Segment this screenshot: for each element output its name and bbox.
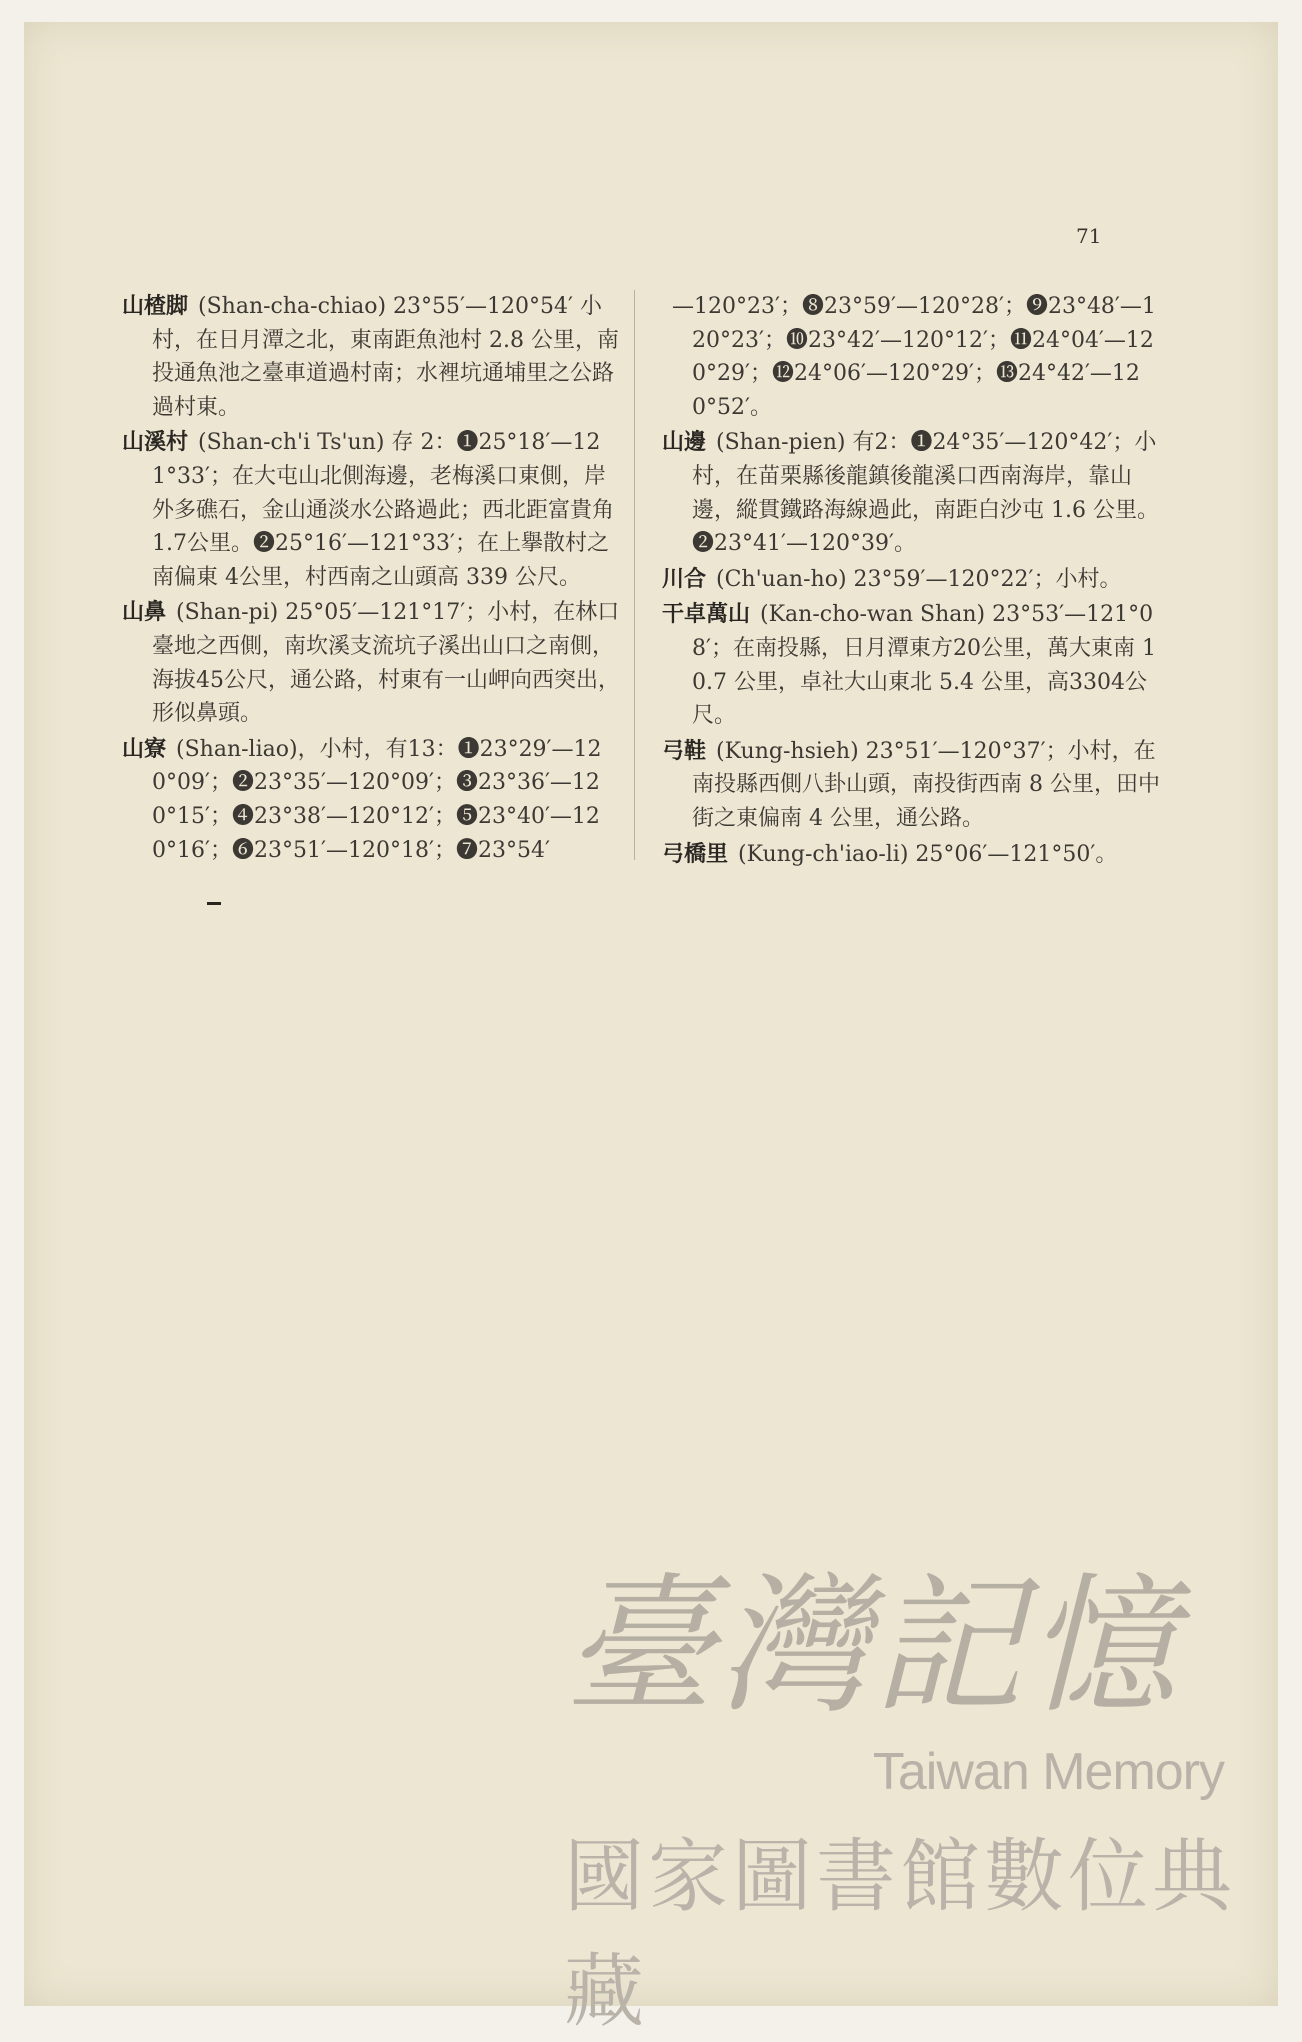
left-column <box>122 290 622 869</box>
entry <box>662 598 1162 732</box>
entry <box>662 563 1162 597</box>
entry-headword: 山寮 <box>122 735 167 762</box>
entry-text: (Ch'uan-ho) 23°59′—120°22′；小村。 <box>716 566 1122 592</box>
entry <box>122 426 622 594</box>
watermark-english: Taiwan Memory <box>872 1743 1224 1801</box>
entry-text: (Shan-ch'i Ts'un) 存 2：❶25°18′—121°33′；在大屯山北側海邊，老梅溪口東側，岸外多礁石，金山通淡水公路過此；西北距富貴角 1.7公里。❷25°16′—121°33′；在上擧散村之南偏東 4公里，村西南之山頭高 339 公尺。 <box>152 430 615 590</box>
entry-headword: 弓橋里 <box>662 840 729 867</box>
entry-headword: 弓鞋 <box>662 737 707 764</box>
entry-text: (Kan-cho-wan Shan) 23°53′—121°08′；在南投縣，日月潭東方20公里，萬大東南 10.7 公里，卓社大山東北 5.4 公里，高3304公尺。 <box>692 602 1156 729</box>
watermark <box>564 1552 1254 2038</box>
entry-text: (Shan-liao)，小村，有13：❶23°29′—120°09′；❷23°35′—120°09′；❸23°36′—120°15′；❹23°38′—120°12′；❺23°40′—120°16′；❻23°51′—120°18′；❼23°54′ <box>152 736 602 863</box>
entry <box>662 838 1162 872</box>
stray-ink-mark <box>207 902 221 905</box>
entry <box>662 426 1162 560</box>
entry <box>662 735 1162 836</box>
column-divider <box>634 290 635 860</box>
right-column <box>662 290 1162 873</box>
entry-headword: 山邊 <box>662 429 707 456</box>
page-number: 71 <box>1076 224 1102 248</box>
entry-continuation <box>662 290 1162 424</box>
watermark-logo: 臺灣記憶 <box>564 1560 1181 1734</box>
scanned-page <box>24 22 1278 2038</box>
entry-text: (Shan-pi) 25°05′—121°17′；小村，在林口臺地之西側，南坎溪支流坑子溪出山口之南側，海拔45公尺，通公路，村東有一山岬向西突出，形似鼻頭。 <box>152 600 620 727</box>
entry-headword: 干卓萬山 <box>662 601 751 628</box>
entry-headword: 川合 <box>662 565 707 592</box>
entry-text: (Kung-hsieh) 23°51′—120°37′；小村，在南投縣西側八卦山頭，南投街西南 8 公里，田中街之東偏南 4 公里，通公路。 <box>692 738 1160 831</box>
entry-text: (Shan-cha-chiao) 23°55′—120°54′ 小村，在日月潭之北，東南距魚池村 2.8 公里，南投通魚池之臺車道過村南；水裡坑通埔里之公路過村東。 <box>152 294 619 420</box>
entry-text: (Kung-ch'iao-li) 25°06′—121°50′。 <box>738 841 1118 867</box>
entry <box>122 733 622 867</box>
entry-text: (Shan-pien) 有2：❶24°35′—120°42′；小村，在苗栗縣後龍鎮後龍溪口西南海岸，靠山邊，縱貫鐵路海線過此，南距白沙屯 1.6 公里。❷23°41′—120°39′。 <box>692 430 1159 557</box>
entry-headword: 山鼻 <box>122 599 167 626</box>
entry <box>122 290 622 424</box>
entry-headword: 山溪村 <box>122 429 189 456</box>
watermark-chinese: 國家圖書館數位典藏 <box>564 1830 1236 2038</box>
entry-headword: 山楂脚 <box>122 293 189 319</box>
entry-text: —120°23′；❽23°59′—120°28′；❾23°48′—120°23′；❿23°42′—120°12′；⓫24°04′—120°29′；⓬24°06′—120°29′；⓭24°42′—120°52′。 <box>672 294 1156 420</box>
entry <box>122 596 622 730</box>
